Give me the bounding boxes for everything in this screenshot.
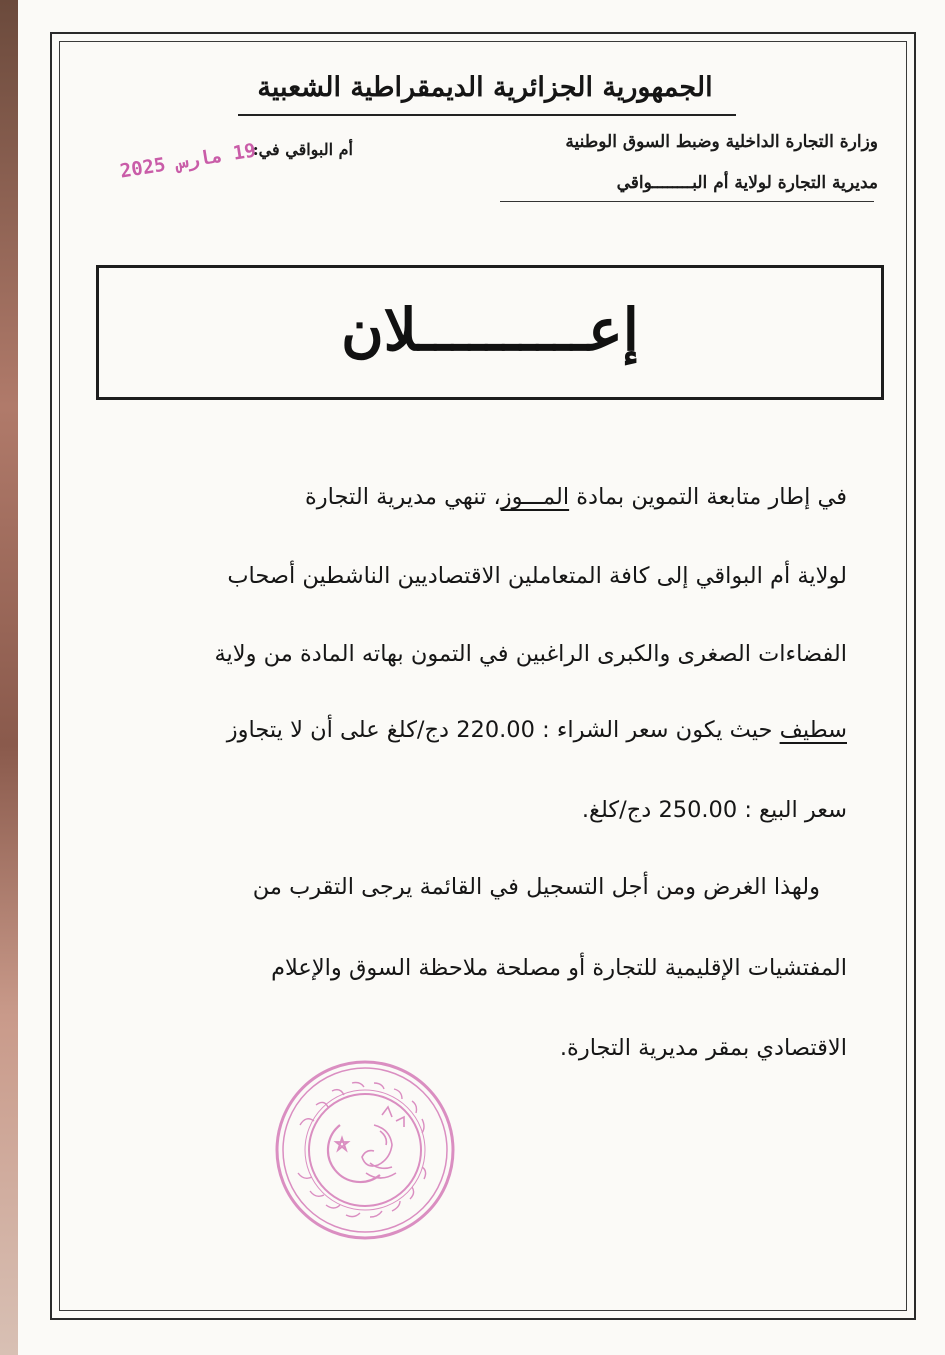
place-date-label: أم البواقي في:: [252, 140, 353, 159]
selling-price-line: سعر البيع : 250.00 دج/كلغ.: [581, 797, 847, 823]
product-name: المـــوز: [500, 484, 570, 510]
body-line-2: لولاية أم البواقي إلى كافة المتعاملين الاقتصاديين الناشطين أصحاب: [227, 563, 847, 589]
ministry-name: وزارة التجارة الداخلية وضبط السوق الوطنية: [565, 132, 878, 152]
body-line-7: المفتشيات الإقليمية للتجارة أو مصلحة ملاحظة السوق والإعلام: [271, 955, 847, 981]
body-line-6: ولهذا الغرض ومن أجل التسجيل في القائمة يرجى التقرب من: [252, 874, 820, 900]
body-line-8: الاقتصادي بمقر مديرية التجارة.: [559, 1035, 847, 1061]
purchase-price-text: حيث يكون سعر الشراء : 220.00 دج/كلغ على أن لا يتجاوز: [226, 717, 780, 743]
heading-underline: [238, 114, 736, 116]
body-line-1: [305, 484, 847, 510]
inner-border: [59, 41, 907, 1311]
official-seal-icon: [270, 1055, 460, 1245]
source-city: سطيف: [779, 717, 847, 743]
background-edge: [0, 0, 18, 1355]
body-line-4: [227, 717, 847, 743]
body-line-1-before: في إطار متابعة التموين بمادة: [569, 484, 847, 510]
body-line-3: الفضاءات الصغرى والكبرى الراغبين في التمون بهاته المادة من ولاية: [214, 641, 847, 667]
announcement-title: إعــــــــــلان: [341, 296, 639, 364]
republic-heading: الجمهورية الجزائرية الديمقراطية الشعبية: [257, 72, 713, 103]
directorate-name: مديرية التجارة لولاية أم البــــــــواقي: [616, 173, 878, 193]
date-stamp: 19 مارس 2025: [118, 139, 258, 183]
body-line-1-after: ، تنهي مديرية التجارة: [305, 484, 501, 510]
directorate-underline: [500, 201, 874, 202]
